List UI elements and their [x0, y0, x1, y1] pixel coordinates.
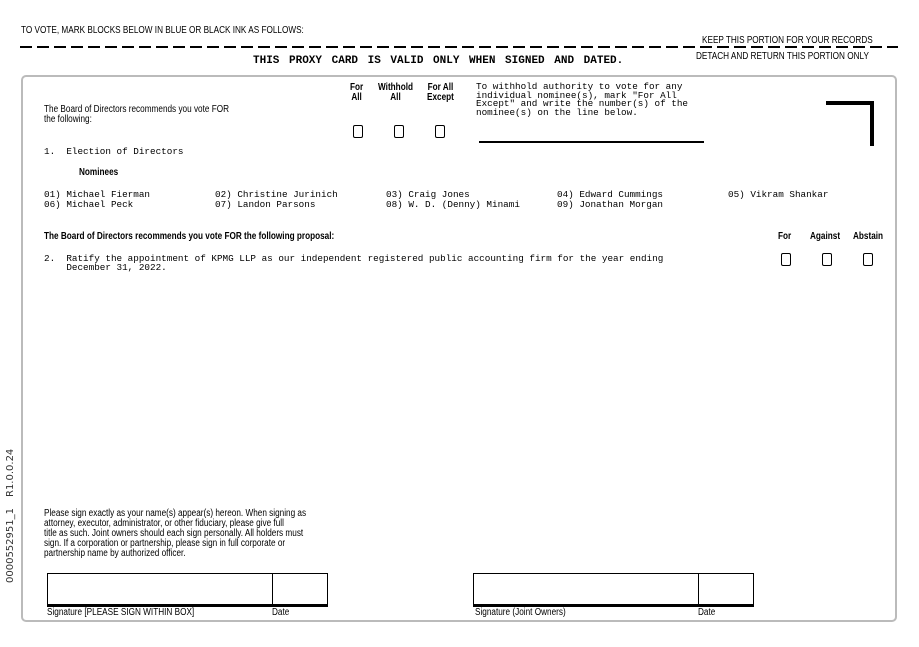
form-code: 0000552951_1: [5, 508, 16, 583]
nominee: 02) Christine Jurinich: [215, 189, 338, 200]
corner-mark-vertical: [870, 101, 874, 146]
detach-line: [20, 46, 898, 48]
nominee: 09) Jonathan Morgan: [557, 199, 664, 210]
corner-mark: [826, 101, 874, 105]
for-all-except-checkbox[interactable]: [435, 125, 445, 138]
nominees-label: Nominees: [79, 167, 119, 178]
except-nominee-line[interactable]: [479, 141, 704, 143]
for-all-checkbox[interactable]: [353, 125, 363, 138]
proposal-for-checkbox[interactable]: [781, 253, 791, 266]
nominee: 05) Vikram Shankar: [728, 189, 829, 200]
col-against: Against: [810, 231, 841, 242]
nominee: 08) W. D. (Denny) Minami: [386, 199, 520, 210]
date-label: Date: [272, 607, 290, 618]
joint-date-box[interactable]: [698, 573, 754, 607]
joint-signature-box[interactable]: [473, 573, 699, 607]
vote-instructions: TO VOTE, MARK BLOCKS BELOW IN BLUE OR BLACK INK AS FOLLOWS:: [21, 25, 304, 36]
signature-label: Signature [PLEASE SIGN WITHIN BOX]: [47, 607, 195, 618]
valid-notice: THIS PROXY CARD IS VALID ONLY WHEN SIGNED AND DATED.: [253, 55, 624, 67]
col-withhold-all: Withhold All: [378, 82, 413, 103]
nominee: 01) Michael Fierman: [44, 189, 151, 200]
withhold-note: To withhold authority to vote for any individual nominee(s), mark "For All Except" and write the number(s) of the nominee(s) on the line below.: [476, 81, 689, 118]
withhold-all-checkbox[interactable]: [394, 125, 404, 138]
col-for-all-except: For All Except: [427, 82, 454, 103]
version-code: R1.0.0.24: [5, 448, 16, 497]
proposal-item: 2. Ratify the appointment of KPMG LLP as our independent registered public accounting firm for the year ending December 31, 2022.: [44, 253, 664, 273]
nominee: 03) Craig Jones: [386, 189, 470, 200]
col-for-all: For All: [350, 82, 364, 103]
date-box[interactable]: [272, 573, 328, 607]
keep-portion-label: KEEP THIS PORTION FOR YOUR RECORDS: [702, 35, 873, 46]
joint-date-label: Date: [698, 607, 716, 618]
election-recommendation: The Board of Directors recommends you vote FOR the following:: [44, 104, 230, 125]
nominee: 06) Michael Peck: [44, 199, 134, 210]
proposal-abstain-checkbox[interactable]: [863, 253, 873, 266]
signature-box[interactable]: [47, 573, 273, 607]
joint-signature-label: Signature (Joint Owners): [475, 607, 566, 618]
col-abstain: Abstain: [853, 231, 884, 242]
nominee: 04) Edward Cummings: [557, 189, 664, 200]
detach-portion-label: DETACH AND RETURN THIS PORTION ONLY: [696, 51, 869, 62]
proposal-recommendation: The Board of Directors recommends you vote FOR the following proposal:: [44, 231, 335, 242]
nominee: 07) Landon Parsons: [215, 199, 316, 210]
col-for: For: [778, 231, 792, 242]
election-item: 1. Election of Directors: [44, 146, 184, 157]
signing-instructions: Please sign exactly as your name(s) appear(s) hereon. When signing as attorney, executor, administrator, or other fiduciary, please give full title as such. Joint owners should each sign personally. All holders must sign. If a corporation or partnership, please sign in full corporate or partnership name by authorized officer.: [44, 508, 307, 559]
proposal-against-checkbox[interactable]: [822, 253, 832, 266]
